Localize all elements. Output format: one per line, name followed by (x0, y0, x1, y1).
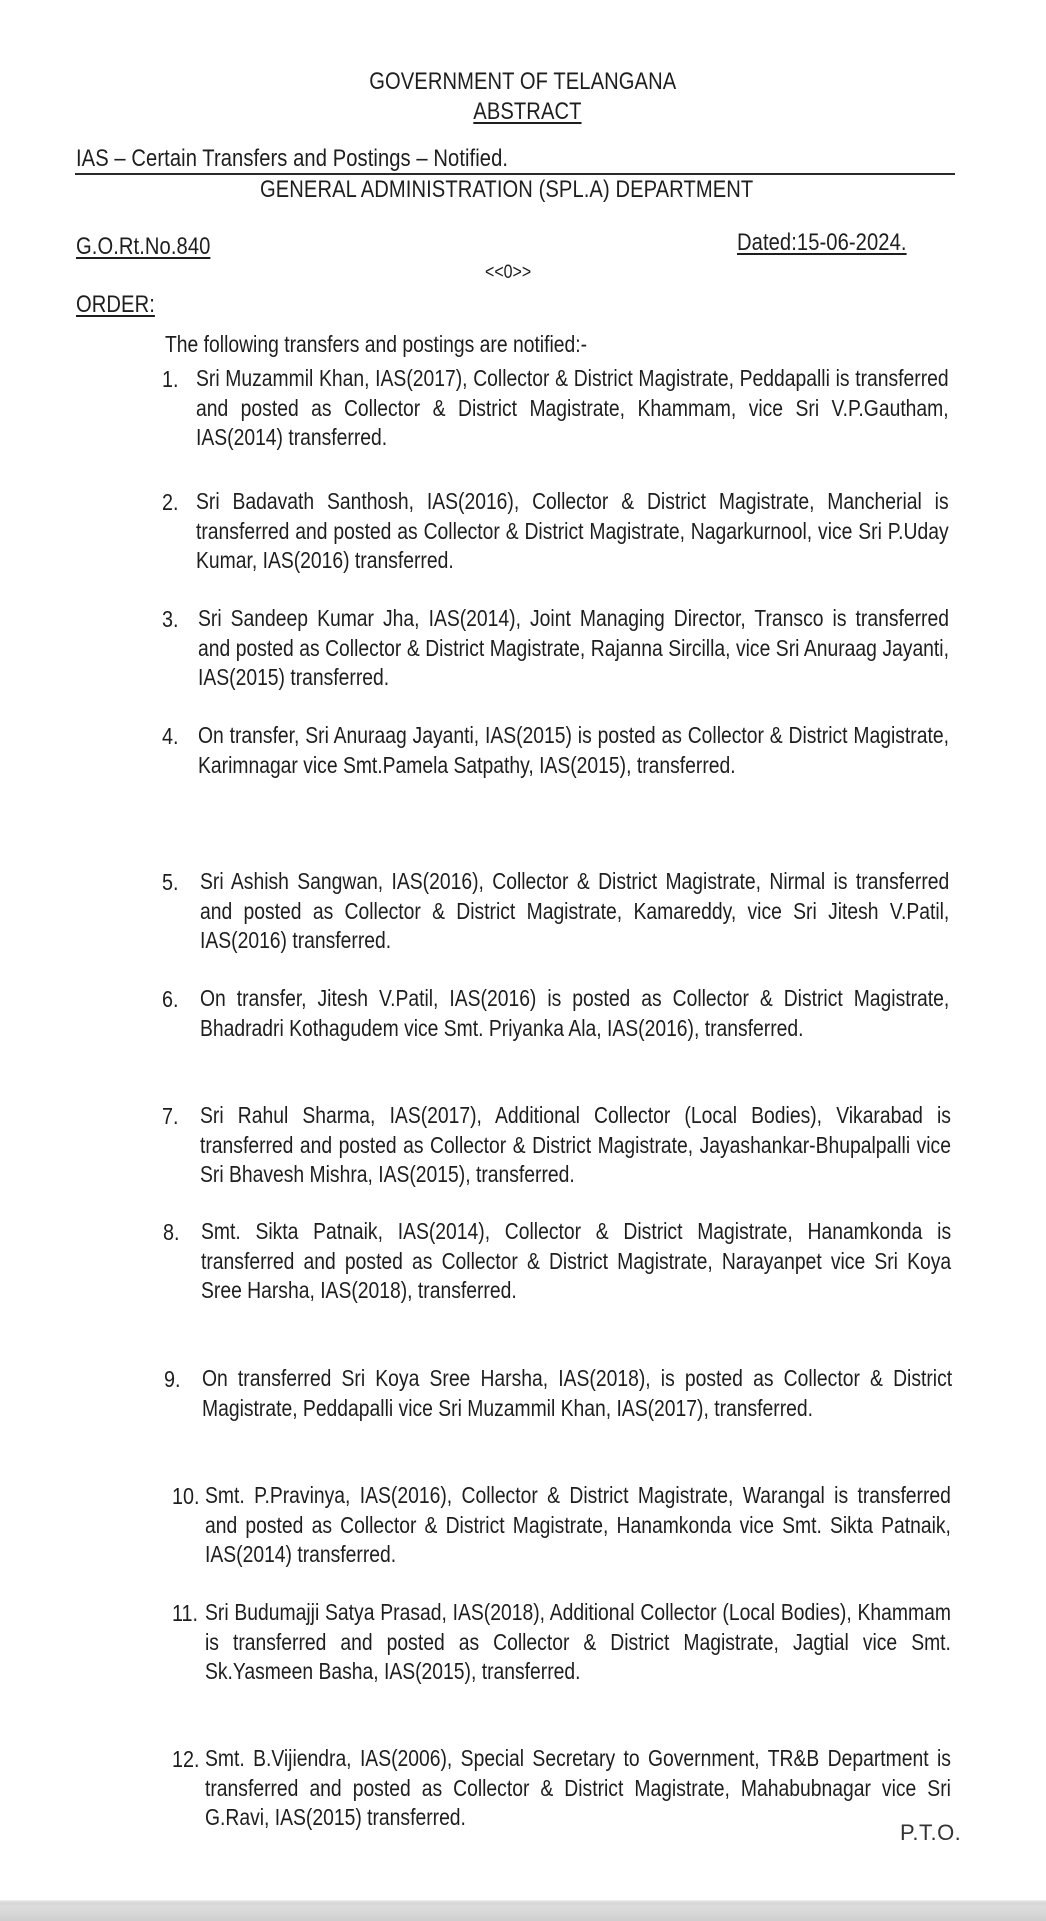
government-title: GOVERNMENT OF TELANGANA (369, 68, 677, 95)
item-text: Sri Rahul Sharma, IAS(2017), Additional Collector (Local Bodies), Vikarabad is transferred and posted as Collector & District Magistrate, Jayashankar-Bhupalpalli vice Sri Bhavesh Mishra, IAS(2015), transferred. (200, 1102, 951, 1187)
item-number: 7. (162, 1103, 179, 1129)
item-number: 8. (163, 1219, 180, 1245)
item-text: On transfer, Sri Anuraag Jayanti, IAS(2015) is posted as Collector & District Magistrate, Karimnagar vice Smt.Pamela Satpathy, IAS(2015), transferred. (198, 722, 949, 778)
item-text: Sri Muzammil Khan, IAS(2017), Collector & District Magistrate, Peddapalli is transferred and posted as Collector & District Magistrate, Khammam, vice Sri V.P.Gautham, IAS(2014) transferred. (196, 365, 949, 450)
item-number: 5. (162, 869, 179, 895)
item-number: 6. (162, 986, 179, 1012)
item-text: Smt. P.Pravinya, IAS(2016), Collector & District Magistrate, Warangal is transferred and posted as Collector & District Magistrate, Hanamkonda vice Smt. Sikta Patnaik, IAS(2014) transferred. (205, 1482, 951, 1567)
item-number: 3. (162, 606, 179, 632)
order-label: ORDER: (76, 291, 155, 318)
item-text: On transfer, Jitesh V.Patil, IAS(2016) is posted as Collector & District Magistrate, Bhadradri Kothagudem vice Smt. Priyanka Ala, IAS(2016), transferred. (200, 985, 950, 1041)
item-text: Smt. B.Vijiendra, IAS(2006), Special Secretary to Government, TR&B Department is transferred and posted as Collector & District Magistrate, Mahabubnagar vice Sri G.Ravi, IAS(2015) transferred. (205, 1745, 951, 1830)
department-name: GENERAL ADMINISTRATION (SPL.A) DEPARTMENT (260, 176, 754, 203)
subject-divider (75, 173, 955, 175)
item-text: Sri Badavath Santhosh, IAS(2016), Collector & District Magistrate, Mancherial is transferred and posted as Collector & District Magistrate, Nagarkurnool, vice Sri P.Uday Kumar, IAS(2016) transferred. (196, 488, 949, 573)
bottom-scroll-edge (0, 1900, 1046, 1921)
item-number: 2. (162, 489, 179, 515)
item-number: 4. (162, 723, 179, 749)
item-number: 1. (162, 366, 179, 392)
item-text: Sri Ashish Sangwan, IAS(2016), Collector & District Magistrate, Nirmal is transferred and posted as Collector & District Magistrate, Kamareddy, vice Sri Jitesh V.Patil, IAS(2016) transferred. (200, 868, 950, 953)
item-number: 10. (172, 1483, 200, 1509)
page-turn-over-note: P.T.O. (900, 1820, 962, 1845)
item-number: 11. (172, 1600, 199, 1626)
abstract-heading: ABSTRACT (472, 98, 582, 125)
separator-mark: <<0>> (485, 262, 532, 283)
order-date: Dated:15-06-2024. (737, 229, 907, 256)
item-text: On transferred Sri Koya Sree Harsha, IAS(2018), is posted as Collector & District Magistrate, Peddapalli vice Sri Muzammil Khan, IAS(2017), transferred. (202, 1365, 953, 1421)
subject-line: IAS – Certain Transfers and Postings – Notified. (76, 145, 509, 172)
item-number: 12. (172, 1746, 200, 1772)
go-number: G.O.Rt.No.840 (76, 233, 211, 260)
item-text: Smt. Sikta Patnaik, IAS(2014), Collector & District Magistrate, Hanamkonda is transferred and posted as Collector & District Magistrate, Narayanpet vice Sri Koya Sree Harsha, IAS(2018), transferred. (201, 1218, 952, 1303)
item-text: Sri Sandeep Kumar Jha, IAS(2014), Joint Managing Director, Transco is transferred and posted as Collector & District Magistrate, Rajanna Sircilla, vice Sri Anuraag Jayanti, IAS(2015) transferred. (198, 605, 949, 690)
item-text: Sri Budumajji Satya Prasad, IAS(2018), Additional Collector (Local Bodies), Khammam is transferred and posted as Collector & District Magistrate, Jagtial vice Smt. Sk.Yasmeen Basha, IAS(2015), transferred. (205, 1599, 951, 1684)
intro-text: The following transfers and postings are notified:- (165, 331, 588, 357)
item-number: 9. (164, 1366, 181, 1392)
